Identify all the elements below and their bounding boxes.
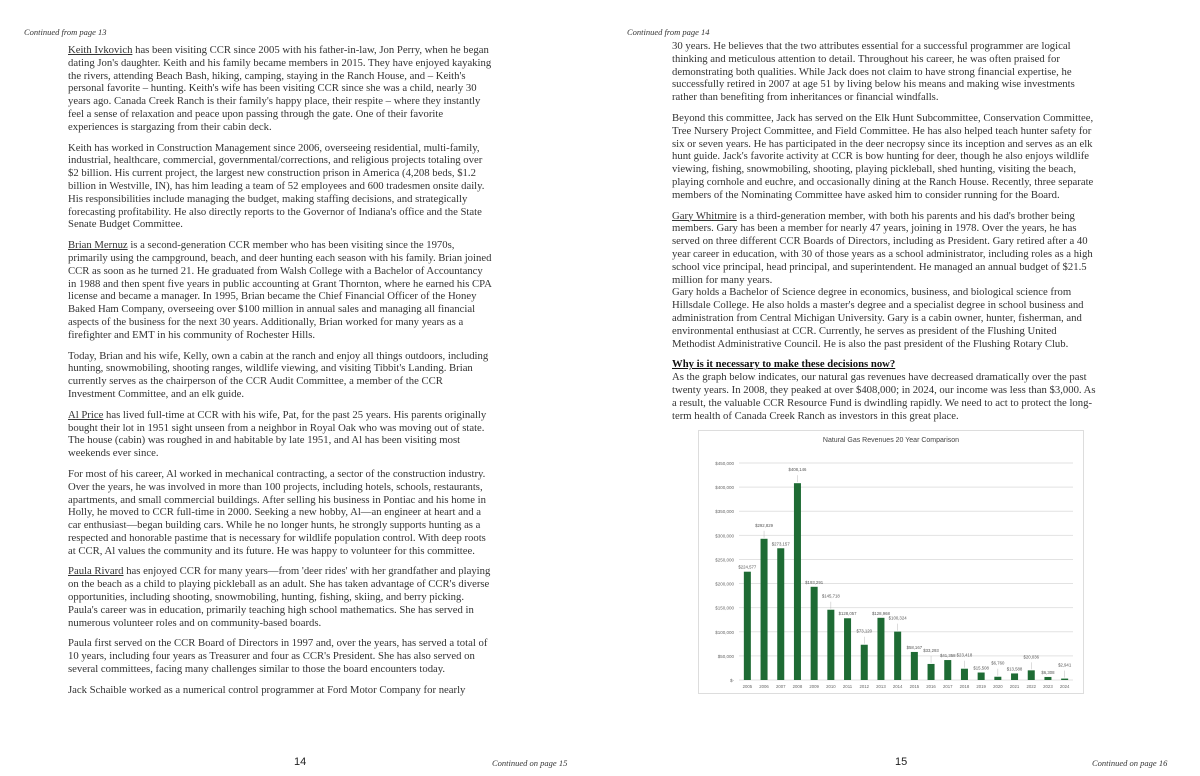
- x-tick-label: 2010: [826, 684, 836, 690]
- bar-2013: [877, 618, 884, 680]
- data-label: $20,036: [1023, 654, 1040, 660]
- paragraph-text: Today, Brian and his wife, Kelly, own a cabin at the ranch and enjoy all things outdoors, including hunting, snowmobiling, shooting ranges, wildlife viewing, and visiting Tibbit's Landing. Brian currently serves as the chairperson of the CCR Audit Committee, a member of the CCR Investment Committee, and an elk guide.: [68, 349, 489, 400]
- x-tick-label: 2005: [742, 684, 753, 690]
- bar-2005: [744, 572, 751, 680]
- x-tick-label: 2021: [1009, 684, 1020, 690]
- x-tick-label: 2006: [759, 684, 769, 690]
- section-text: As the graph below indicates, our natural gas revenues have decreased dramatically over the past twenty years. In 2008, they peaked at over $408,000; in 2024, our income was less than $3,000. As a result, the valuable CCR Resource Fund is dwindling rapidly. We need to act to protect the long-term health of Canada Creek Ranch as investors in this great place.: [672, 371, 1096, 422]
- bar-2010: [827, 610, 834, 680]
- paragraph-text: has lived full-time at CCR with his wife, Pat, for the past 25 years. His parents originally bought their lot in 1951 sight unseen from a neighbor in Royal Oak who was moving out of state. The house (cabin) was roughed in and habitable by late 1951, and Al has been visiting most weekends ever since.: [68, 408, 487, 460]
- chart-svg: [699, 431, 1083, 693]
- bar-2006: [761, 539, 768, 680]
- y-tick-label: $450,000: [715, 461, 734, 467]
- x-tick-label: 2018: [959, 684, 970, 690]
- y-tick-label: $400,000: [715, 485, 734, 491]
- bar-2014: [894, 632, 901, 680]
- data-label: $193,291: [805, 580, 824, 586]
- data-label: $273,157: [771, 541, 790, 547]
- data-label: $128,057: [838, 611, 857, 617]
- x-tick-label: 2024: [1059, 684, 1070, 690]
- bar-2015: [911, 652, 918, 680]
- paragraph: [68, 239, 493, 341]
- x-tick-label: 2014: [892, 684, 903, 690]
- bar-2021: [1011, 674, 1018, 681]
- continued-from-label: Continued from page 13: [24, 27, 107, 37]
- paragraph-text: has enjoyed CCR for many years—from 'deer rides' with her grandfather and playing on the beach as a child to playing pickleball as an adult. She has taken advantage of CCR's diverse opportunities, including shooting, snowmobiling, hunting, fishing, skiing, and berry picking. Paula's career was in education, primarily teaching high school mathematics. She has served in numerous volunteer roles and on community-based boards.: [68, 565, 491, 629]
- y-tick-label: $300,000: [715, 533, 734, 539]
- paragraph-text: Paula first served on the CCR Board of Directors in 1997 and, over the years, has served a total of 10 years, including four years as Treasurer and four as CCR's President. She has also served on several committees, facing many challenges similar to those the board encounters today.: [68, 637, 488, 676]
- continued-on-link[interactable]: Continued on page 16: [1092, 758, 1168, 768]
- x-tick-label: 2023: [1043, 684, 1053, 690]
- y-tick-label: $150,000: [715, 605, 734, 611]
- paragraph-text: has been visiting CCR since 2005 with his father-in-law, Jon Perry, when he began dating Jon's daughter. Keith and his family became members in 2015. They have enjoyed kayaking the rivers, attending Beach Bash, hiking, camping, staying in the Ranch House, and – Keith's personal favorite – hunting. Keith's wife has been visiting CCR since she was a child, nearly 30 years ago. Canada Creek Ranch is their family's happy place, their respite – where they instantly feel a sense of relaxation and peace upon passing through the gate. One of their favorite experiences is stargazing from their cabin deck.: [68, 44, 492, 133]
- paragraph-text: Beyond this committee, Jack has served on the Elk Hunt Subcommittee, Conservation Committee, Tree Nursery Project Committee, and Field Committee. He has also helped teach hunter safety for six or seven years. He has participated in the deer necropsy since its inception and serves as an elk hunt guide. Jack's favorite activity at CCR is bow hunting for deer, though he also enjoys wildlife viewing, fishing, snowmobiling, shooting, playing pickleball, shed hunting, visiting the beach, playing cornhole and euchre, and occasionally dining at the Ranch House. Recently, three separate members of the Nominating Committee have asked him to consider running for the Board.: [672, 111, 1094, 201]
- bar-2023: [1044, 677, 1051, 680]
- paragraph: [68, 350, 493, 401]
- x-tick-label: 2008: [792, 684, 803, 690]
- x-tick-label: 2015: [909, 684, 920, 690]
- paragraph: [672, 40, 1097, 104]
- data-label: $58,167: [906, 645, 923, 651]
- y-tick-label: $250,000: [715, 557, 734, 563]
- x-tick-label: 2022: [1026, 684, 1037, 690]
- data-label: $23,418: [956, 653, 973, 659]
- paragraph-text: is a third-generation member, with both his parents and his dad's brother being members. Gary has been a member for nearly 47 years, joining in 1978. Over the years, he has served on three different CCR Boards of Directors, including as President. Gary retired after a 40 year career in education, with 30 of those years as a school administrator, including roles as a high school vice principal, head principal, and superintendent. He managed an annual budget of $21.5 million for many years.: [672, 209, 1093, 286]
- paragraph: [68, 44, 493, 134]
- data-label: $100,324: [888, 615, 907, 621]
- person-name: Brian Mernuz: [68, 239, 128, 252]
- x-tick-label: 2011: [842, 684, 853, 690]
- paragraph: [68, 468, 493, 558]
- chart-title: Natural Gas Revenues 20 Year Comparison: [822, 437, 960, 445]
- paragraph-text: Keith has worked in Construction Management since 2006, overseeing residential, multi-family, industrial, healthcare, commercial, governmental/corrections, and religious projects totaling over $2 billion. His current project, the largest new construction prison in America (4,208 beds, $1.2 billion in Westville, IN), has him leading a team of 52 employees and 600 tradesmen onsite daily. His responsibilities include managing the budget, making staffing decisions, and strategically forecasting profitability. He also directly reports to the Governor of Indiana's office and the State Senate Budget Committee.: [68, 141, 485, 231]
- y-tick-label: $100,000: [715, 630, 734, 636]
- bar-2008: [794, 483, 801, 680]
- paragraph-text: 30 years. He believes that the two attributes essential for a successful programmer are logical thinking and meticulous attention to detail. Throughout his career, he was often praised for demonstrating both qualities. While Jack does not claim to have strong financial expertise, he successfully retired in 2007 at age 51 by living below his means and making wise investments rather than benefiting from inheritances or financial windfalls.: [672, 40, 1075, 104]
- bar-2024: [1061, 679, 1068, 680]
- bar-2022: [1028, 671, 1035, 681]
- paragraph: [68, 409, 493, 460]
- bar-2009: [811, 587, 818, 680]
- paragraph-text: For most of his career, Al worked in mechanical contracting, a sector of the construction industry. Over the years, he was involved in more than 100 projects, including hotels, schools, restaurants, apartments, and small commercial buildings. After selling his business in Pontiac and his home in Holly, he moved to CCR full-time in 2000. Seeking a new hobby, Al—an engineer at heart and a car enthusiast—began building cars. While he no longer hunts, he strongly supports hunting as a respected and honorable pastime that is necessary for wildlife population control. With deep roots at CCR, Al values the community and its future. He was happy to volunteer for this committee.: [68, 467, 486, 557]
- data-label: $224,577: [738, 565, 757, 571]
- page-number: 15: [895, 756, 908, 768]
- y-tick-label: $50,000: [717, 654, 734, 660]
- y-tick-label: $350,000: [715, 509, 734, 515]
- person-name: Paula Rivard: [68, 565, 124, 578]
- person-name: Al Price: [68, 408, 104, 421]
- continued-on-link[interactable]: Continued on page 15: [492, 758, 568, 768]
- y-tick-label: $200,000: [715, 581, 734, 587]
- x-tick-label: 2019: [976, 684, 986, 690]
- continued-from-label: Continued from page 14: [627, 27, 710, 37]
- bar-2016: [928, 664, 935, 680]
- paragraph: [672, 210, 1097, 287]
- x-tick-label: 2009: [809, 684, 819, 690]
- paragraph-text: Gary holds a Bachelor of Science degree in economics, business, and biological science from Hillsdale College. He also holds a master's degree and a specialist degree in school business and administration from Central Michigan University. Gary is a cabin owner, hunter, fisherman, and environmental enthusiast at CCR. Currently, he serves as president of the Flushing United Methodist Administrative Council. He is also the past president of the Flushing Rotary Club.: [672, 286, 1084, 350]
- x-tick-label: 2016: [926, 684, 936, 690]
- paragraph: [672, 286, 1097, 350]
- right-page-paragraphs: [672, 40, 1097, 350]
- bar-2019: [978, 673, 985, 680]
- data-label: $128,968: [871, 611, 890, 617]
- x-tick-label: 2017: [942, 684, 953, 690]
- paragraph-text: is a second-generation CCR member who has been visiting since the 1970s, primarily using the campground, beach, and deer hunting each season with his family. Brian joined CCR as soon as he turned 21. He graduated from Walsh College with a Bachelor of Accountancy in 1988 and then spent five years in public accounting at Grant Thornton, where he earned his CPA license and became a manager. In 1995, Brian became the Chief Financial Officer of the Honey Baked Ham Company, overseeing over $100 million in annual sales and managing all financial aspects of the business for the next 30 years. Additionally, Brian worked for many years as a firefighter and EMT in his community of Rochester Hills.: [68, 239, 492, 341]
- paragraph: [68, 142, 493, 232]
- data-label: $41,358: [939, 653, 956, 659]
- person-name: Keith Ivkovich: [68, 44, 133, 56]
- data-label: $6,760: [991, 661, 1005, 667]
- section-why-now: [672, 358, 1097, 422]
- data-label: $15,508: [973, 665, 989, 671]
- bar-2007: [777, 549, 784, 681]
- data-label: $408,146: [788, 467, 807, 473]
- x-tick-label: 2020: [993, 684, 1003, 690]
- bar-2011: [844, 619, 851, 681]
- paragraph: [68, 637, 493, 675]
- data-label: $73,120: [856, 629, 873, 635]
- x-tick-label: 2007: [775, 684, 786, 690]
- bar-2012: [861, 645, 868, 680]
- paragraph: [672, 112, 1097, 202]
- data-label: $13,588: [1006, 666, 1023, 672]
- section-heading: Why is it necessary to make these decisions now?: [672, 358, 896, 371]
- paragraph-text: Jack Schaible worked as a numerical control programmer at Ford Motor Company for nearly: [68, 683, 466, 696]
- x-tick-label: 2013: [876, 684, 886, 690]
- page-number: 14: [294, 756, 307, 768]
- data-label: $2,941: [1058, 662, 1072, 668]
- data-label: $145,718: [821, 594, 840, 600]
- bar-2020: [994, 677, 1001, 680]
- data-label: $33,293: [923, 648, 939, 654]
- bar-2017: [944, 660, 951, 680]
- person-name: Gary Whitmire: [672, 209, 737, 222]
- x-tick-label: 2012: [859, 684, 870, 690]
- paragraph: [68, 684, 493, 697]
- natural-gas-revenue-chart: [698, 430, 1084, 694]
- paragraph: [68, 565, 493, 629]
- y-tick-label: $-: [729, 678, 734, 684]
- data-label: $6,308: [1041, 670, 1055, 676]
- right-page-body: [672, 40, 1097, 694]
- bar-2018: [961, 669, 968, 680]
- left-page-body: [68, 44, 493, 705]
- data-label: $292,829: [755, 523, 774, 529]
